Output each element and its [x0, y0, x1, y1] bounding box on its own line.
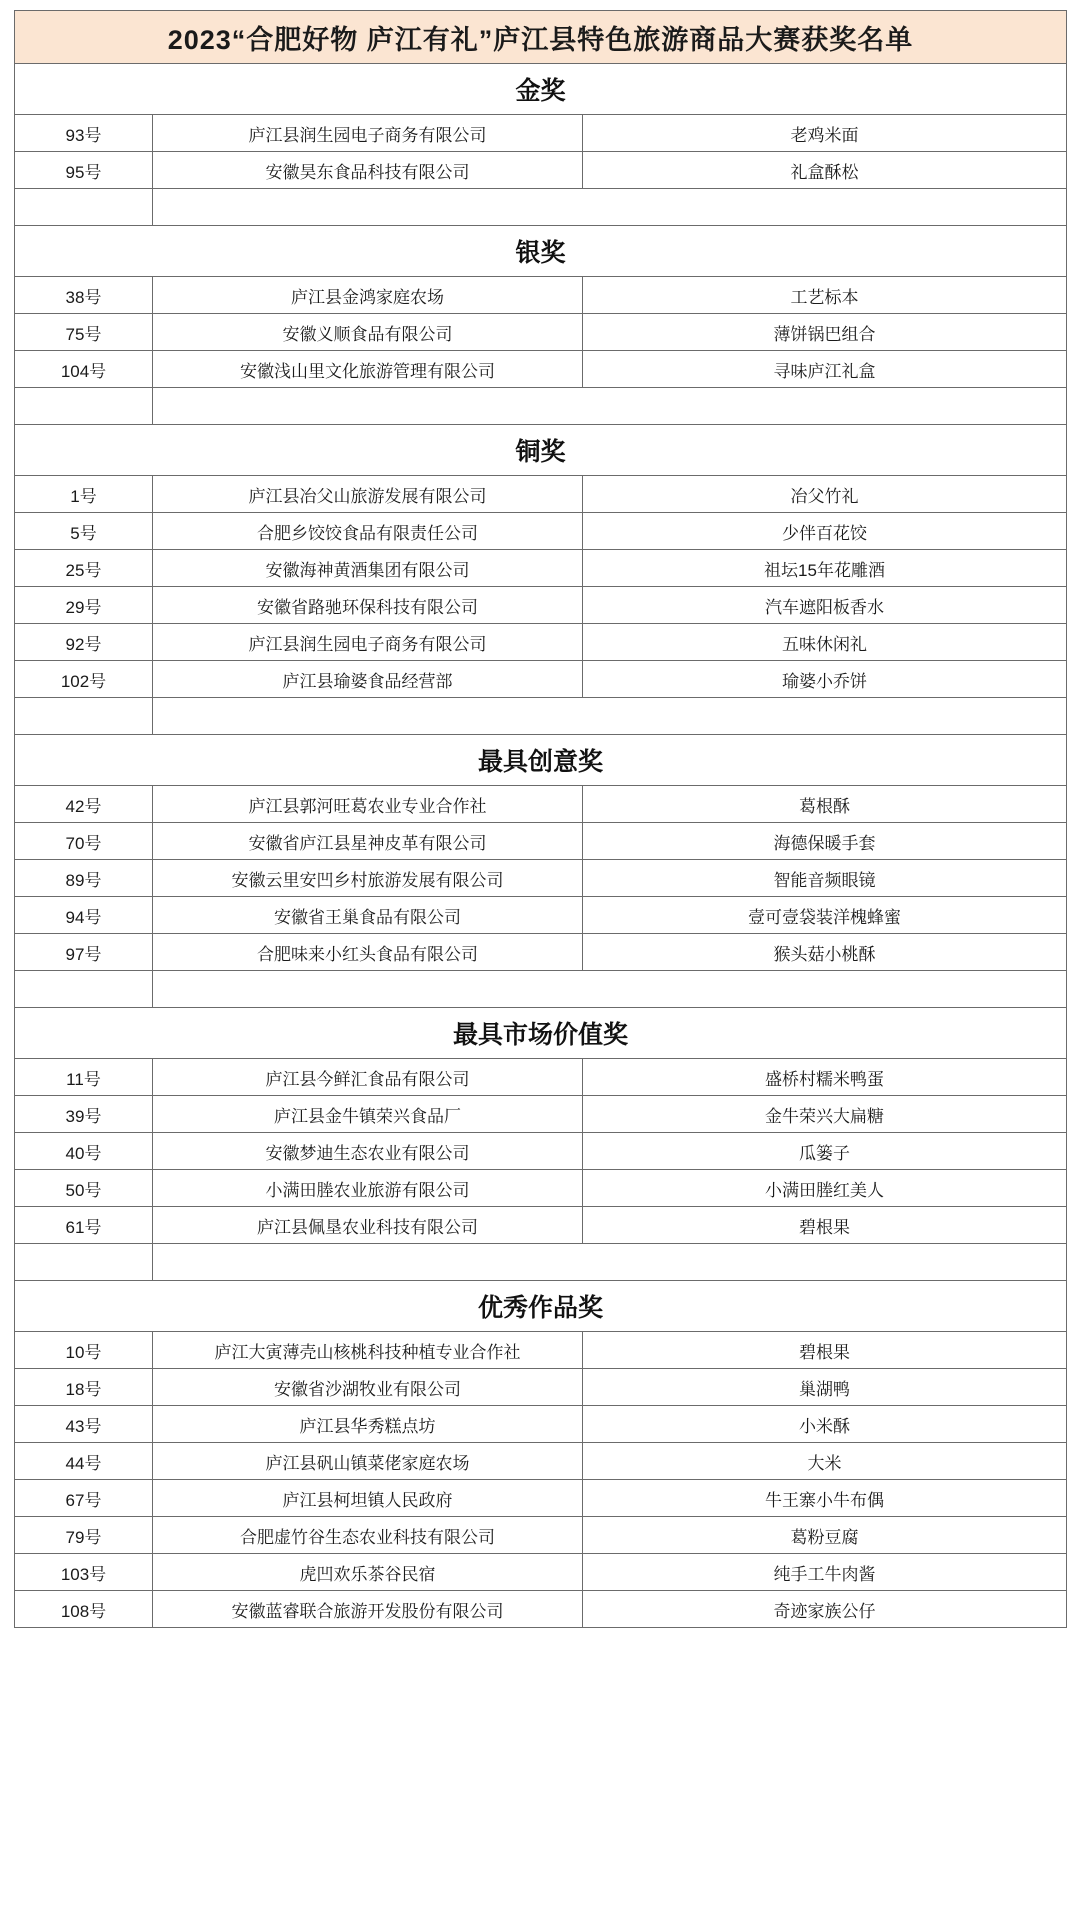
entry-number: 104号	[15, 351, 153, 388]
table-row	[15, 1591, 1067, 1628]
entry-organization: 庐江县润生园电子商务有限公司	[153, 624, 583, 661]
entry-number: 44号	[15, 1443, 153, 1480]
spacer-cell	[15, 189, 153, 226]
entry-number: 43号	[15, 1406, 153, 1443]
entry-number: 50号	[15, 1170, 153, 1207]
table-row	[15, 823, 1067, 860]
entry-product: 碧根果	[583, 1332, 1067, 1369]
category-title: 优秀作品奖	[15, 1281, 1067, 1332]
entry-organization: 合肥虚竹谷生态农业科技有限公司	[153, 1517, 583, 1554]
entry-product: 巢湖鸭	[583, 1369, 1067, 1406]
entry-organization: 庐江县金鸿家庭农场	[153, 277, 583, 314]
category-row-creative	[15, 735, 1067, 786]
table-row	[15, 513, 1067, 550]
spacer-row	[15, 388, 1067, 425]
entry-organization: 庐江县今鲜汇食品有限公司	[153, 1059, 583, 1096]
entry-product: 盛桥村糯米鸭蛋	[583, 1059, 1067, 1096]
table-row	[15, 1059, 1067, 1096]
entry-number: 42号	[15, 786, 153, 823]
spacer-cell	[153, 1244, 1067, 1281]
entry-number: 39号	[15, 1096, 153, 1133]
table-row	[15, 897, 1067, 934]
spacer-cell	[153, 388, 1067, 425]
category-title: 金奖	[15, 64, 1067, 115]
entry-organization: 小满田塍农业旅游有限公司	[153, 1170, 583, 1207]
spacer-cell	[153, 971, 1067, 1008]
entry-number: 97号	[15, 934, 153, 971]
spacer-cell	[15, 698, 153, 735]
entry-product: 工艺标本	[583, 277, 1067, 314]
spacer-cell	[15, 971, 153, 1008]
document-title: 2023“合肥好物 庐江有礼”庐江县特色旅游商品大赛获奖名单	[15, 11, 1067, 64]
spacer-row	[15, 1244, 1067, 1281]
entry-organization: 安徽蓝睿联合旅游开发股份有限公司	[153, 1591, 583, 1628]
entry-number: 103号	[15, 1554, 153, 1591]
table-row	[15, 1170, 1067, 1207]
category-title: 银奖	[15, 226, 1067, 277]
entry-product: 瓜篓子	[583, 1133, 1067, 1170]
entry-number: 18号	[15, 1369, 153, 1406]
entry-product: 牛王寨小牛布偶	[583, 1480, 1067, 1517]
table-row	[15, 934, 1067, 971]
spacer-cell	[153, 189, 1067, 226]
entry-number: 1号	[15, 476, 153, 513]
table-row	[15, 587, 1067, 624]
entry-number: 94号	[15, 897, 153, 934]
entry-organization: 安徽义顺食品有限公司	[153, 314, 583, 351]
table-row	[15, 277, 1067, 314]
spacer-cell	[15, 1244, 153, 1281]
entry-product: 汽车遮阳板香水	[583, 587, 1067, 624]
entry-organization: 安徽省王巢食品有限公司	[153, 897, 583, 934]
category-title: 铜奖	[15, 425, 1067, 476]
category-row-silver	[15, 226, 1067, 277]
entry-product: 海德保暖手套	[583, 823, 1067, 860]
entry-product: 少伴百花饺	[583, 513, 1067, 550]
entry-organization: 庐江县华秀糕点坊	[153, 1406, 583, 1443]
table-row	[15, 1369, 1067, 1406]
table-row	[15, 550, 1067, 587]
entry-product: 老鸡米面	[583, 115, 1067, 152]
table-row	[15, 351, 1067, 388]
table-row	[15, 1332, 1067, 1369]
entry-organization: 安徽省沙湖牧业有限公司	[153, 1369, 583, 1406]
entry-product: 碧根果	[583, 1207, 1067, 1244]
entry-number: 29号	[15, 587, 153, 624]
entry-number: 108号	[15, 1591, 153, 1628]
category-row-market-value	[15, 1008, 1067, 1059]
entry-product: 猴头菇小桃酥	[583, 934, 1067, 971]
entry-organization: 安徽梦迪生态农业有限公司	[153, 1133, 583, 1170]
entry-number: 93号	[15, 115, 153, 152]
entry-product: 金牛荣兴大扁糖	[583, 1096, 1067, 1133]
entry-product: 小满田塍红美人	[583, 1170, 1067, 1207]
entry-number: 79号	[15, 1517, 153, 1554]
table-body	[15, 11, 1067, 1628]
table-row	[15, 1207, 1067, 1244]
table-row	[15, 1517, 1067, 1554]
entry-number: 40号	[15, 1133, 153, 1170]
entry-organization: 安徽省路驰环保科技有限公司	[153, 587, 583, 624]
entry-organization: 庐江大寅薄壳山核桃科技种植专业合作社	[153, 1332, 583, 1369]
table-row	[15, 314, 1067, 351]
entry-number: 75号	[15, 314, 153, 351]
spacer-row	[15, 698, 1067, 735]
entry-number: 70号	[15, 823, 153, 860]
entry-product: 大米	[583, 1443, 1067, 1480]
entry-organization: 庐江县金牛镇荣兴食品厂	[153, 1096, 583, 1133]
entry-number: 102号	[15, 661, 153, 698]
entry-organization: 安徽海神黄酒集团有限公司	[153, 550, 583, 587]
table-row	[15, 1406, 1067, 1443]
spacer-row	[15, 189, 1067, 226]
entry-number: 89号	[15, 860, 153, 897]
entry-product: 冶父竹礼	[583, 476, 1067, 513]
entry-organization: 庐江县柯坦镇人民政府	[153, 1480, 583, 1517]
spacer-cell	[153, 698, 1067, 735]
entry-organization: 庐江县郭河旺葛农业专业合作社	[153, 786, 583, 823]
category-row-gold	[15, 64, 1067, 115]
entry-number: 92号	[15, 624, 153, 661]
entry-organization: 合肥味来小红头食品有限公司	[153, 934, 583, 971]
entry-product: 葛粉豆腐	[583, 1517, 1067, 1554]
entry-product: 礼盒酥松	[583, 152, 1067, 189]
entry-organization: 庐江县矾山镇菜佬家庭农场	[153, 1443, 583, 1480]
entry-organization: 庐江县瑜婆食品经营部	[153, 661, 583, 698]
entry-product: 薄饼锅巴组合	[583, 314, 1067, 351]
table-row	[15, 1480, 1067, 1517]
entry-organization: 虎凹欢乐茶谷民宿	[153, 1554, 583, 1591]
entry-product: 奇迹家族公仔	[583, 1591, 1067, 1628]
spacer-cell	[15, 388, 153, 425]
entry-organization: 安徽昊东食品科技有限公司	[153, 152, 583, 189]
table-row	[15, 476, 1067, 513]
entry-product: 智能音频眼镜	[583, 860, 1067, 897]
entry-number: 38号	[15, 277, 153, 314]
title-row	[15, 11, 1067, 64]
entry-product: 瑜婆小乔饼	[583, 661, 1067, 698]
table-row	[15, 1096, 1067, 1133]
award-list-table	[14, 10, 1067, 1628]
entry-number: 95号	[15, 152, 153, 189]
table-row	[15, 860, 1067, 897]
entry-product: 小米酥	[583, 1406, 1067, 1443]
entry-number: 11号	[15, 1059, 153, 1096]
entry-organization: 安徽浅山里文化旅游管理有限公司	[153, 351, 583, 388]
table-row	[15, 1133, 1067, 1170]
entry-product: 葛根酥	[583, 786, 1067, 823]
category-title: 最具市场价值奖	[15, 1008, 1067, 1059]
table-row	[15, 152, 1067, 189]
category-row-excellent-work	[15, 1281, 1067, 1332]
entry-number: 61号	[15, 1207, 153, 1244]
entry-organization: 庐江县润生园电子商务有限公司	[153, 115, 583, 152]
entry-organization: 合肥乡饺饺食品有限责任公司	[153, 513, 583, 550]
entry-product: 壹可壹袋装洋槐蜂蜜	[583, 897, 1067, 934]
entry-organization: 安徽云里安凹乡村旅游发展有限公司	[153, 860, 583, 897]
entry-organization: 庐江县冶父山旅游发展有限公司	[153, 476, 583, 513]
table-row	[15, 115, 1067, 152]
entry-number: 10号	[15, 1332, 153, 1369]
entry-product: 寻味庐江礼盒	[583, 351, 1067, 388]
category-title: 最具创意奖	[15, 735, 1067, 786]
entry-organization: 庐江县佩垦农业科技有限公司	[153, 1207, 583, 1244]
entry-product: 纯手工牛肉酱	[583, 1554, 1067, 1591]
entry-product: 五味休闲礼	[583, 624, 1067, 661]
category-row-bronze	[15, 425, 1067, 476]
spacer-row	[15, 971, 1067, 1008]
entry-number: 5号	[15, 513, 153, 550]
table-row	[15, 1443, 1067, 1480]
table-row	[15, 624, 1067, 661]
entry-number: 67号	[15, 1480, 153, 1517]
entry-product: 祖坛15年花雕酒	[583, 550, 1067, 587]
table-row	[15, 661, 1067, 698]
entry-organization: 安徽省庐江县星神皮革有限公司	[153, 823, 583, 860]
table-row	[15, 786, 1067, 823]
table-row	[15, 1554, 1067, 1591]
entry-number: 25号	[15, 550, 153, 587]
